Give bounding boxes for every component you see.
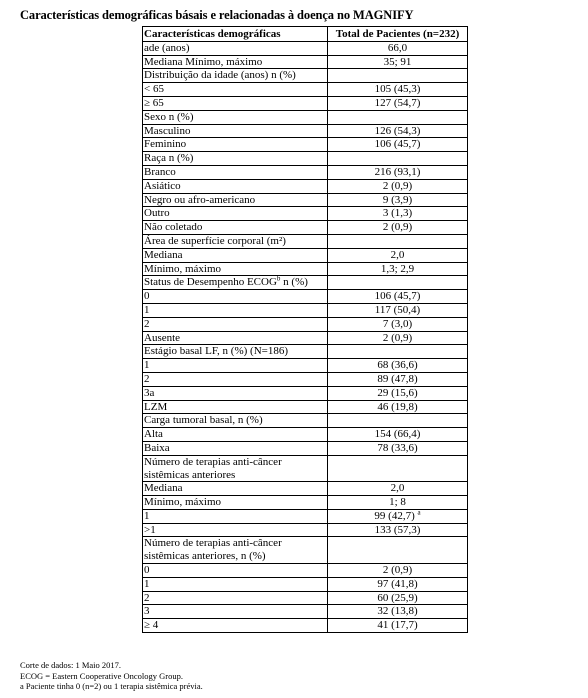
row-value: 46 (19,8) <box>328 400 468 414</box>
table-row <box>143 290 468 304</box>
demographics-table <box>142 26 468 633</box>
row-label: 1 <box>143 577 328 591</box>
row-label: Asiático <box>143 179 328 193</box>
row-value: 68 (36,6) <box>328 359 468 373</box>
row-value: 3 (1,3) <box>328 207 468 221</box>
row-value: 89 (47,8) <box>328 372 468 386</box>
row-label: Distribuição da idade (anos) n (%) <box>143 69 328 83</box>
row-value: 2,0 <box>328 248 468 262</box>
row-label: 1 <box>143 303 328 317</box>
row-label: Masculino <box>143 124 328 138</box>
table-row <box>143 96 468 110</box>
table-row <box>143 359 468 373</box>
row-value: 2,0 <box>328 482 468 496</box>
row-value <box>328 345 468 359</box>
row-label: 2 <box>143 317 328 331</box>
row-label: Não coletado <box>143 221 328 235</box>
row-value <box>328 234 468 248</box>
row-label: 0 <box>143 564 328 578</box>
table-row <box>143 262 468 276</box>
row-value: 105 (45,3) <box>328 83 468 97</box>
row-value: 133 (57,3) <box>328 523 468 537</box>
row-label: ≥ 4 <box>143 619 328 633</box>
table-row <box>143 221 468 235</box>
row-value <box>328 537 468 564</box>
table-row <box>143 482 468 496</box>
row-label: Branco <box>143 165 328 179</box>
demographics-table-body <box>143 27 468 633</box>
table-row <box>143 69 468 83</box>
row-label: 2 <box>143 372 328 386</box>
row-label: LZM <box>143 400 328 414</box>
row-value: 2 (0,9) <box>328 221 468 235</box>
row-value: 60 (25,9) <box>328 591 468 605</box>
table-row <box>143 577 468 591</box>
row-value: 35; 91 <box>328 55 468 69</box>
row-value: 2 (0,9) <box>328 331 468 345</box>
table-row <box>143 414 468 428</box>
row-label: Sexo n (%) <box>143 110 328 124</box>
row-value <box>328 276 468 290</box>
row-label: Número de terapias anti-câncer sistêmicas anteriores, n (%) <box>143 537 328 564</box>
row-value: 1,3; 2,9 <box>328 262 468 276</box>
table-row <box>143 138 468 152</box>
row-value: 66,0 <box>328 41 468 55</box>
row-value: 106 (45,7) <box>328 138 468 152</box>
table-row <box>143 496 468 510</box>
table-row <box>143 207 468 221</box>
table-row <box>143 455 468 482</box>
row-label: 3 <box>143 605 328 619</box>
row-label: Carga tumoral basal, n (%) <box>143 414 328 428</box>
row-value: 106 (45,7) <box>328 290 468 304</box>
row-label: ≥ 65 <box>143 96 328 110</box>
table-row <box>143 248 468 262</box>
row-value: 29 (15,6) <box>328 386 468 400</box>
row-label: Outro <box>143 207 328 221</box>
row-label: 1 <box>143 509 328 523</box>
row-label: Feminino <box>143 138 328 152</box>
row-value: 41 (17,7) <box>328 619 468 633</box>
table-row <box>143 276 468 290</box>
row-label: Negro ou afro-americano <box>143 193 328 207</box>
row-label: Status de Desempenho ECOG$^b$ n (%) <box>143 276 328 290</box>
table-header-row <box>143 27 468 42</box>
table-row <box>143 303 468 317</box>
row-label: Baixa <box>143 441 328 455</box>
table-row <box>143 193 468 207</box>
table-row <box>143 564 468 578</box>
footnote: a Paciente tinha 0 (n=2) ou 1 terapia sistêmica prévia. <box>20 681 203 691</box>
row-label: Mínimo, máximo <box>143 262 328 276</box>
row-value: 32 (13,8) <box>328 605 468 619</box>
row-label: Alta <box>143 428 328 442</box>
row-value: 216 (93,1) <box>328 165 468 179</box>
row-value: 97 (41,8) <box>328 577 468 591</box>
table-row <box>143 441 468 455</box>
table-row <box>143 372 468 386</box>
table-row <box>143 523 468 537</box>
footnote: ECOG = Eastern Cooperative Oncology Group. <box>20 670 183 681</box>
table-row <box>143 165 468 179</box>
row-value: 9 (3,9) <box>328 193 468 207</box>
row-label: 2 <box>143 591 328 605</box>
table-row <box>143 179 468 193</box>
row-label: Mediana <box>143 482 328 496</box>
table-row <box>143 55 468 69</box>
table-row <box>143 386 468 400</box>
row-label: Estágio basal LF, n (%) (N=186) <box>143 345 328 359</box>
row-value <box>328 414 468 428</box>
footnotes <box>20 660 203 692</box>
row-value: 117 (50,4) <box>328 303 468 317</box>
table-row <box>143 400 468 414</box>
row-label: < 65 <box>143 83 328 97</box>
row-value: 2 (0,9) <box>328 179 468 193</box>
row-label: ade (anos) <box>143 41 328 55</box>
footnote: Corte de dados: 1 Maio 2017. <box>20 660 122 670</box>
row-label: Ausente <box>143 331 328 345</box>
row-value: 154 (66,4) <box>328 428 468 442</box>
row-value: 1; 8 <box>328 496 468 510</box>
row-value: 127 (54,7) <box>328 96 468 110</box>
table-row <box>143 619 468 633</box>
table-title: Características demográficas básais e relacionadas à doença no MAGNIFY <box>20 8 414 22</box>
table-row <box>143 428 468 442</box>
row-label: Mediana Mínimo, máximo <box>143 55 328 69</box>
table-row <box>143 152 468 166</box>
row-value: 99 (42,7) $^a$ <box>328 509 468 523</box>
table-row <box>143 234 468 248</box>
row-value: 78 (33,6) <box>328 441 468 455</box>
row-label: 1 <box>143 359 328 373</box>
table-row <box>143 509 468 523</box>
row-value <box>328 69 468 83</box>
table-row <box>143 83 468 97</box>
row-label: 0 <box>143 290 328 304</box>
row-label: 3a <box>143 386 328 400</box>
table-row <box>143 605 468 619</box>
row-value: 126 (54,3) <box>328 124 468 138</box>
table-row <box>143 537 468 564</box>
row-label: Número de terapias anti-câncer sistêmicas anteriores <box>143 455 328 482</box>
row-label: Área de superfície corporal (m²) <box>143 234 328 248</box>
row-value: 7 (3,0) <box>328 317 468 331</box>
header-characteristics: Características demográficas <box>143 27 328 42</box>
row-label: Mínimo, máximo <box>143 496 328 510</box>
row-label: Raça n (%) <box>143 152 328 166</box>
row-value <box>328 110 468 124</box>
table-row <box>143 345 468 359</box>
row-value: 2 (0,9) <box>328 564 468 578</box>
header-total-patients: Total de Pacientes (n=232) <box>328 27 468 42</box>
row-value <box>328 152 468 166</box>
row-value <box>328 455 468 482</box>
table-row <box>143 124 468 138</box>
table-row <box>143 317 468 331</box>
table-row <box>143 331 468 345</box>
row-label: >1 <box>143 523 328 537</box>
table-row <box>143 110 468 124</box>
row-label: Mediana <box>143 248 328 262</box>
table-row <box>143 41 468 55</box>
table-row <box>143 591 468 605</box>
